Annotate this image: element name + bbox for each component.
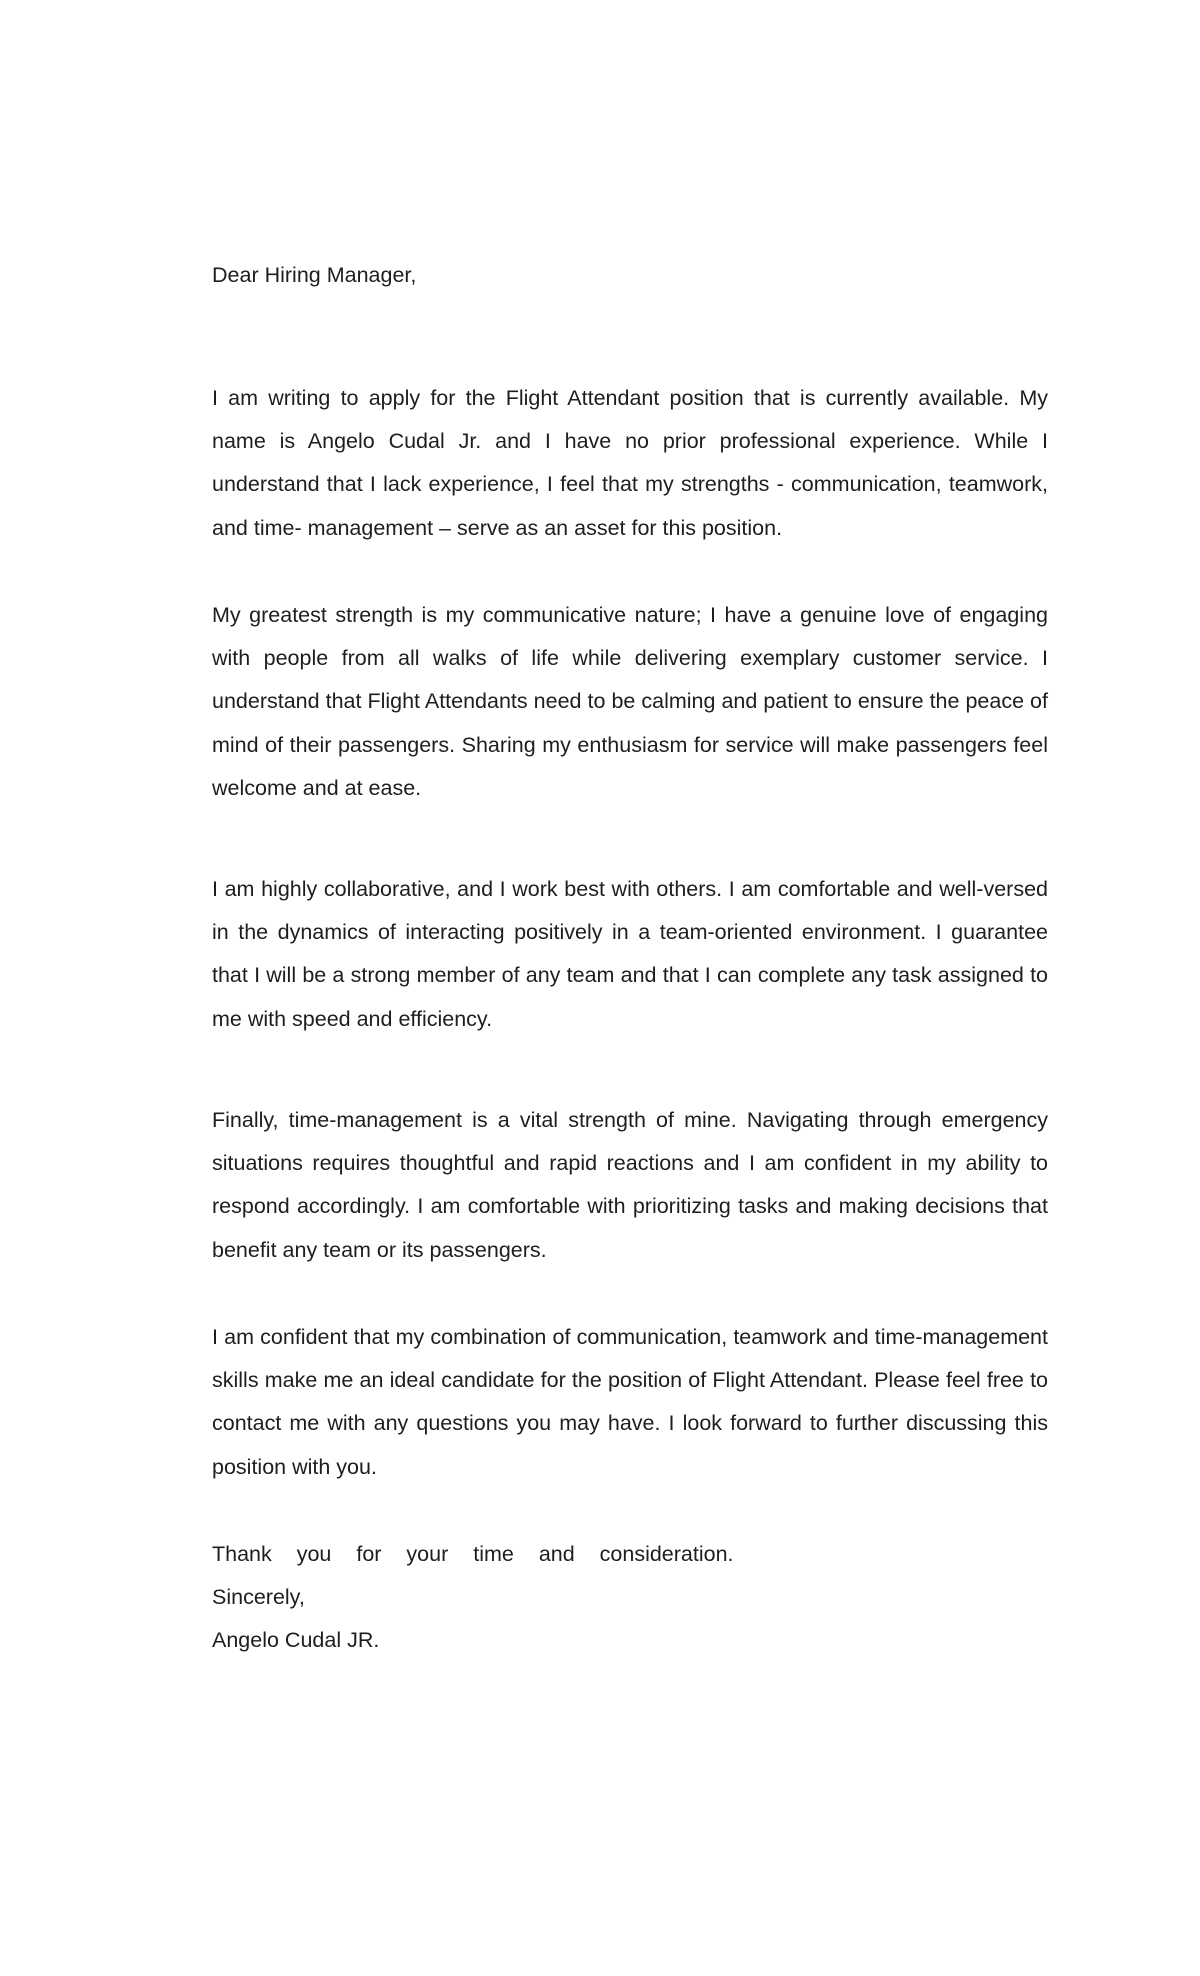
paragraph-conclusion: I am confident that my combination of communication, teamwork and time-management skills make me an ideal candidate for the position of Flight Attendant. Please feel free to contact me with any questions you may have. I look forward to further discussing this position with you. bbox=[212, 1325, 1048, 1479]
paragraph-introduction: I am writing to apply for the Flight Attendant position that is currently available. My name is Angelo Cudal Jr. and I have no prior professional experience. While I understand that I lack experience, I feel that my strengths - communication, teamwork, and time- management – serve as an asset for this position. bbox=[212, 386, 1048, 540]
signature-name: Angelo Cudal JR. bbox=[212, 1628, 380, 1652]
salutation: Dear Hiring Manager, bbox=[212, 263, 417, 287]
paragraph-teamwork: I am highly collaborative, and I work best with others. I am comfortable and well-versed in the dynamics of interacting positively in a team-oriented environment. I guarantee that I will be a strong member of any team and that I can complete any task assigned to me with speed and efficiency. bbox=[212, 877, 1048, 1031]
thank-you-line: Thank you for your time and consideration. bbox=[212, 1542, 734, 1566]
paragraph-communication: My greatest strength is my communicative nature; I have a genuine love of engaging with people from all walks of life while delivering exemplary customer service. I understand that Flight Attendants need to be calming and patient to ensure the peace of mind of their passengers. Sharing my enthusiasm for service will make passengers feel welcome and at ease. bbox=[212, 603, 1048, 800]
sign-off: Sincerely, bbox=[212, 1585, 305, 1609]
paragraph-time-management: Finally, time-management is a vital strength of mine. Navigating through emergency situations requires thoughtful and rapid reactions and I am confident in my ability to respond accordingly. I am comfortable with prioritizing tasks and making decisions that benefit any team or its passengers. bbox=[212, 1108, 1048, 1262]
